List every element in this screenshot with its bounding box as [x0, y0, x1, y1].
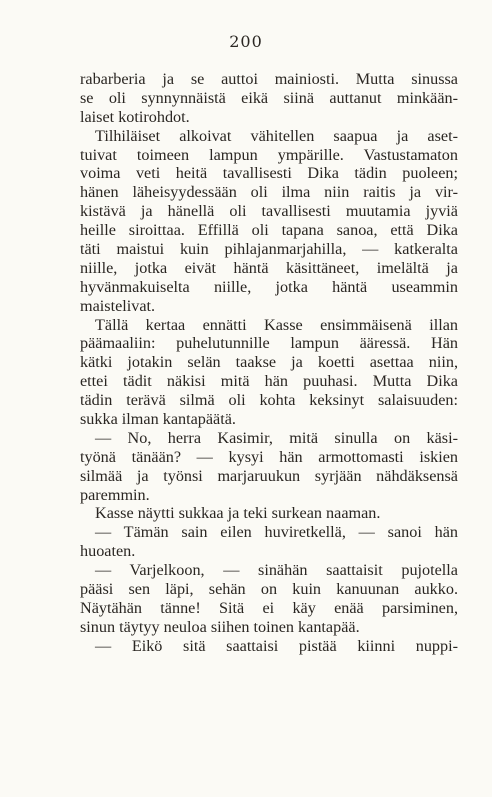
- text-line: rabarberia ja se auttoi mainiosti. Mutta sinussa: [80, 70, 458, 88]
- text-line: täti maistui kuin pihlajanmarjahilla, — katkeralta: [80, 240, 458, 259]
- text-line: kätki jotakin selän taakse ja koetti asettaa niin,: [80, 353, 458, 372]
- text-line: tuivat toimeen lampun ympärille. Vastustamaton: [80, 145, 458, 164]
- page-number: 200: [229, 32, 263, 51]
- text-line: — Eikö sitä saattaisi pistää kiinni nuppi-: [95, 636, 458, 655]
- text-line: sinun täytyy neuloa siihen toinen kantapää.: [80, 617, 360, 636]
- text-line: silmää ja työnsi marjaruukun syrjään nähdäksensä: [80, 466, 458, 485]
- text-line: Kasse näytti sukkaa ja teki surkean naaman.: [95, 504, 381, 523]
- body-text: [80, 70, 458, 656]
- text-line: päämaaliin: puhelutunnille lampun ääressä. Hän: [80, 334, 458, 353]
- text-line: Tällä kertaa ennätti Kasse ensimmäisenä illan: [95, 315, 458, 334]
- text-line: hänen läheisyydessään oli ilma niin raitis ja vir-: [80, 183, 458, 202]
- text-line: se oli synnynnäistä eikä siinä auttanut minkään-: [80, 88, 458, 107]
- text-line: voima veti heitä tavallisesti Dika tädin puoleen;: [80, 164, 458, 183]
- text-line: tädin terävä silmä oli kohta keksinyt salaisuuden:: [80, 391, 458, 410]
- text-line: työnä tänään? — kysyi hän armottomasti iskien: [80, 447, 458, 466]
- text-line: laiset kotirohdot.: [80, 107, 190, 126]
- text-line: pääsi sen läpi, sehän on kuin kanuunan aukko.: [80, 580, 458, 599]
- text-line: — Tämän sain eilen huviretkellä, — sanoi hän: [95, 523, 458, 542]
- text-line: kistävä ja hänellä oli tavallisesti muutamia jyviä: [80, 202, 458, 221]
- text-line: huoaten.: [80, 542, 136, 561]
- text-line: — No, herra Kasimir, mitä sinulla on käsi-: [95, 428, 458, 447]
- text-line: heille siroittaa. Effillä oli tapana sanoa, että Dika: [80, 221, 458, 240]
- text-line: sukka ilman kantapäätä.: [80, 410, 236, 429]
- text-line: ettei tädit näkisi mitä hän puuhasi. Mutta Dika: [80, 372, 458, 391]
- text-line: Näytähän tänne! Sitä ei käy enää parsiminen,: [80, 598, 458, 617]
- text-line: niille, jotka eivät häntä käsittäneet, imelältä ja: [80, 258, 458, 277]
- text-line: Tilhiläiset alkoivat vähitellen saapua ja aset-: [95, 126, 458, 145]
- text-line: paremmin.: [80, 485, 150, 504]
- text-line: hyvänmakuiselta niille, jotka häntä useammin: [80, 277, 458, 296]
- text-line: — Varjelkoon, — sinähän saattaisit pujotella: [95, 561, 458, 580]
- text-line: maistelivat.: [80, 296, 156, 315]
